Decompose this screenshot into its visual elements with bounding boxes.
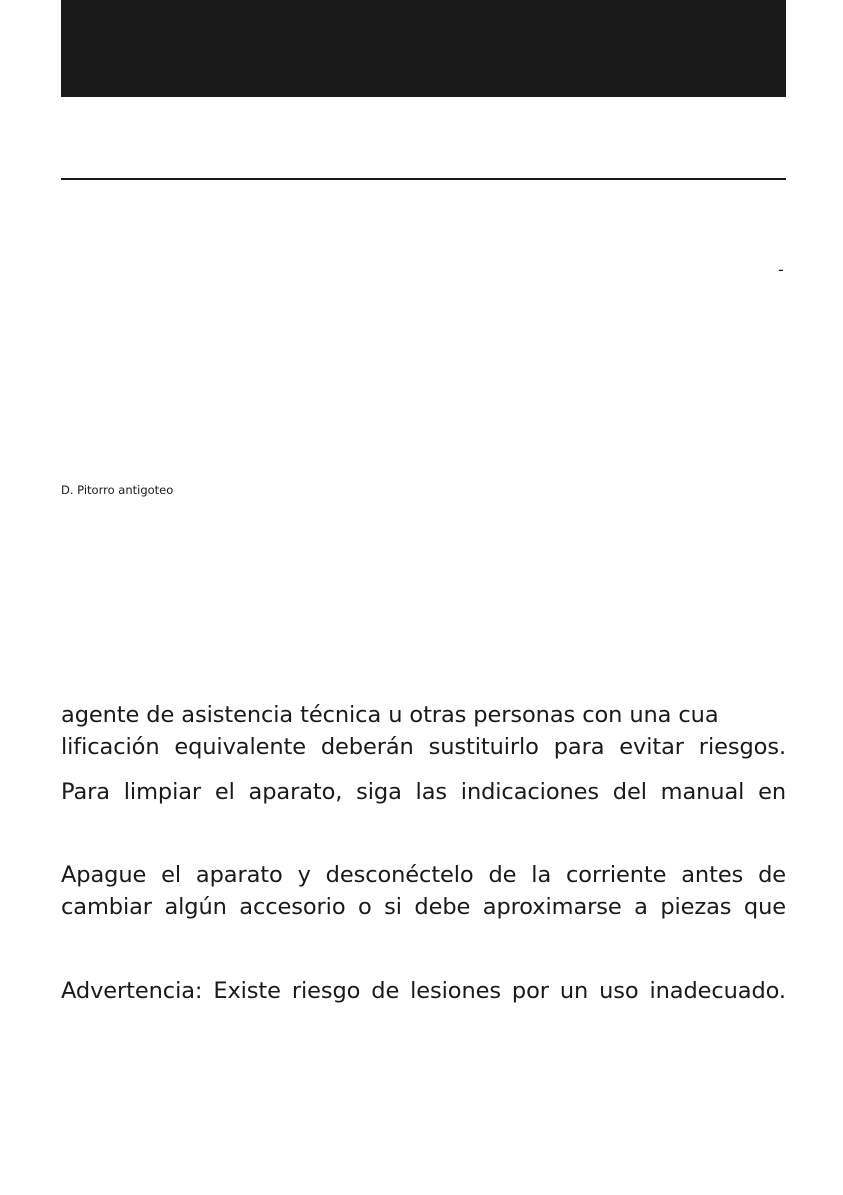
hyphen-mark: - xyxy=(778,260,784,279)
body-line: agente de asistencia técnica u otras personas con una cua xyxy=(61,702,719,728)
body-line: lificación equivalente deberán sustituirlo para evitar riesgos. xyxy=(61,734,786,760)
horizontal-rule xyxy=(61,178,786,180)
body-line: Apague el aparato y desconéctelo de la corriente antes de xyxy=(61,862,786,888)
header-bar xyxy=(61,0,786,97)
body-line: Para limpiar el aparato, siga las indicaciones del manual en xyxy=(61,779,786,805)
body-line: Advertencia: Existe riesgo de lesiones por un uso inadecuado. xyxy=(61,978,786,1004)
body-line: cambiar algún accesorio o si debe aproximarse a piezas que xyxy=(61,894,786,920)
figure-caption: D. Pitorro antigoteo xyxy=(61,483,174,497)
